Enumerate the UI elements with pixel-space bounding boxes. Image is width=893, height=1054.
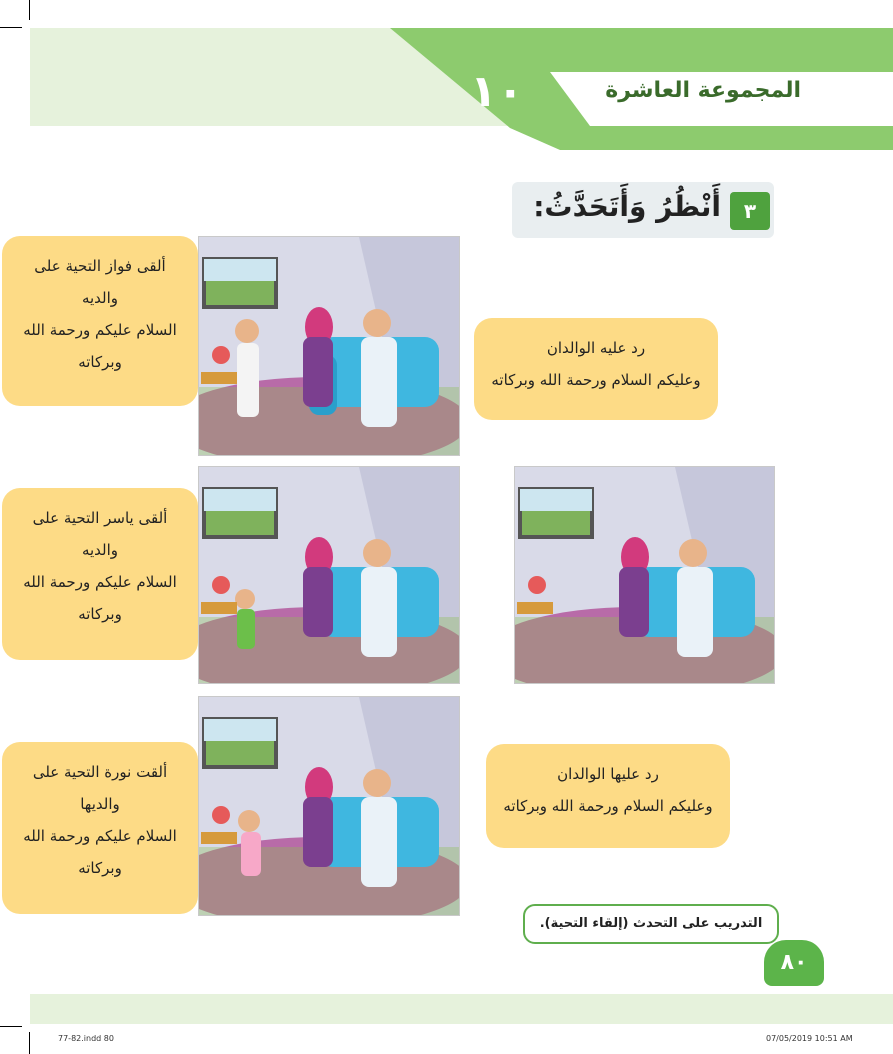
scene-illustration xyxy=(199,237,459,455)
bubble-line: ألقى فواز التحية على xyxy=(34,257,166,275)
unit-number: ١٠ xyxy=(470,66,524,117)
unit-title: المجموعة العاشرة xyxy=(605,78,801,103)
bubble-line: وبركاته xyxy=(78,859,122,877)
bubble-line: وعليكم السلام ورحمة الله وبركاته xyxy=(503,797,713,815)
scene-illustration xyxy=(515,467,774,683)
crop-mark xyxy=(29,1032,30,1054)
bubble-line: وبركاته xyxy=(78,605,122,623)
bubble-line: رد عليها الوالدان xyxy=(557,765,659,783)
bubble-line: ألقت نورة التحية على xyxy=(32,763,168,781)
crop-mark xyxy=(29,0,30,20)
scene-illustration xyxy=(199,467,459,683)
bubble-line: السلام عليكم ورحمة الله xyxy=(23,573,177,591)
bubble-line: وعليكم السلام ورحمة الله وبركاته xyxy=(491,371,701,389)
scene-family-reply xyxy=(514,466,775,684)
scene-family-2 xyxy=(198,466,460,684)
bubble-line: والديه xyxy=(81,541,119,559)
scene-family-1 xyxy=(198,236,460,456)
bubble-line: والديها xyxy=(80,795,120,813)
section-number: ٣ xyxy=(730,192,770,230)
bubble-line: رد عليه الوالدان xyxy=(546,339,646,357)
footer-file: 77-82.indd 80 xyxy=(58,1034,114,1043)
bubble-line: السلام عليكم ورحمة الله xyxy=(23,321,177,339)
footer-band xyxy=(30,994,893,1024)
scene-illustration xyxy=(199,697,459,915)
speech-bubble-parents-reply-1 xyxy=(474,318,718,420)
bubble-line: ألقى ياسر التحية على xyxy=(32,509,168,527)
page-number: ٨٠ xyxy=(764,940,824,986)
bubble-line: السلام عليكم ورحمة الله xyxy=(23,827,177,845)
speech-bubble-parents-reply-2 xyxy=(486,744,730,848)
speech-bubble-yasser xyxy=(2,488,198,660)
footer-stamp: 07/05/2019 10:51 AM xyxy=(766,1034,853,1043)
bubble-line: وبركاته xyxy=(78,353,122,371)
bubble-line: والديه xyxy=(81,289,119,307)
crop-mark xyxy=(0,27,22,28)
skill-note: التدريب على التحدث (إلقاء التحية). xyxy=(523,904,779,944)
speech-bubble-fawaz xyxy=(2,236,198,406)
speech-bubble-noura xyxy=(2,742,198,914)
section-title: أَنْظُرُ وَأَتَحَدَّثُ: xyxy=(533,190,721,223)
crop-mark xyxy=(0,1026,22,1027)
scene-family-3 xyxy=(198,696,460,916)
